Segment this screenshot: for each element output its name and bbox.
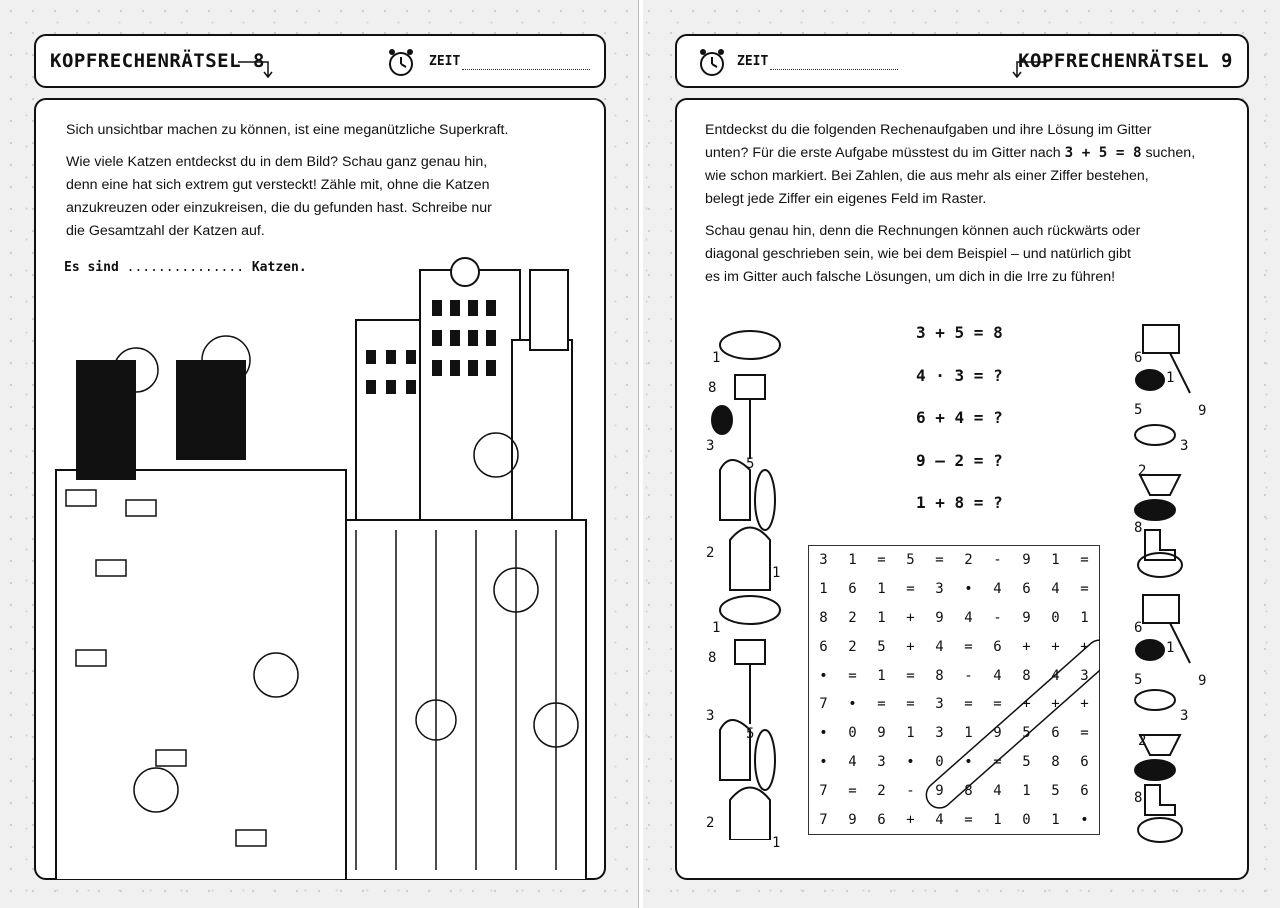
grid-cell[interactable]: 2	[964, 552, 973, 569]
grid-cell[interactable]: +	[906, 638, 915, 655]
grid-cell[interactable]: 4	[964, 609, 973, 626]
grid-cell[interactable]: 3	[935, 725, 944, 742]
instruction-line: Wie viele Katzen entdeckst du in dem Bild? Schau ganz genau hin,	[66, 154, 488, 170]
grid-cell[interactable]: 5	[1022, 725, 1031, 742]
grid-cell[interactable]: 1	[848, 552, 857, 569]
grid-cell[interactable]: 7	[819, 811, 828, 828]
grid-cell[interactable]: 9	[1022, 552, 1031, 569]
grid-cell[interactable]: •	[848, 696, 857, 713]
right-header	[675, 34, 1249, 88]
grid-cell[interactable]: 9	[848, 811, 857, 828]
grid-cell[interactable]: 6	[1080, 753, 1089, 770]
grid-cell[interactable]: 2	[848, 609, 857, 626]
grid-cell[interactable]: 1	[964, 725, 973, 742]
grid-cell[interactable]: 6	[848, 581, 857, 598]
grid-cell[interactable]: 5	[906, 552, 915, 569]
grid-cell[interactable]: =	[1080, 581, 1089, 598]
grid-cell[interactable]: +	[906, 609, 915, 626]
grid-cell[interactable]: 3	[935, 696, 944, 713]
grid-cell[interactable]: =	[906, 667, 915, 684]
grid-cell[interactable]: 6	[819, 638, 828, 655]
grid-cell[interactable]: 1	[1051, 552, 1060, 569]
grid-cell[interactable]: 8	[819, 609, 828, 626]
grid-cell[interactable]: 2	[848, 638, 857, 655]
grid-cell[interactable]: 6	[877, 811, 886, 828]
grid-cell[interactable]: =	[1080, 552, 1089, 569]
equation: 9 – 2 = ?	[916, 451, 1003, 470]
time-label: ZEIT	[737, 54, 769, 69]
grid-cell[interactable]: 4	[993, 782, 1002, 799]
grid-cell[interactable]: 0	[1051, 609, 1060, 626]
grid-cell[interactable]: 9	[935, 782, 944, 799]
grid-cell[interactable]: =	[993, 696, 1002, 713]
grid-cell[interactable]: 4	[848, 753, 857, 770]
grid-cell[interactable]: 1	[993, 811, 1002, 828]
grid-cell[interactable]: •	[1080, 811, 1089, 828]
grid-cell[interactable]: =	[848, 782, 857, 799]
grid-cell[interactable]: 6	[1022, 581, 1031, 598]
grid-cell[interactable]: 0	[935, 753, 944, 770]
paragraph-line: belegt jede Ziffer ein eigenes Feld im Raster.	[705, 191, 987, 207]
equation: 6 + 4 = ?	[916, 408, 1003, 427]
answer-prefix: Es sind	[64, 260, 119, 275]
left-title: KOPFRECHENRÄTSEL 8	[50, 50, 265, 72]
grid-cell[interactable]: =	[877, 696, 886, 713]
paragraph-line: wie schon markiert. Bei Zahlen, die aus mehr als einer Ziffer bestehen,	[705, 168, 1149, 184]
grid-cell[interactable]: =	[1080, 725, 1089, 742]
grid-cell[interactable]: 6	[993, 638, 1002, 655]
grid-cell[interactable]: 6	[1080, 782, 1089, 799]
time-field[interactable]	[770, 69, 898, 70]
equation: 1 + 8 = ?	[916, 493, 1003, 512]
grid-cell[interactable]: •	[906, 753, 915, 770]
grid-cell[interactable]: 1	[1080, 609, 1089, 626]
page-gutter	[638, 0, 643, 908]
grid-cell[interactable]: =	[964, 811, 973, 828]
arrow-down-right-icon	[236, 56, 276, 80]
grid-cell[interactable]: 5	[1022, 753, 1031, 770]
alarm-clock-icon	[697, 46, 727, 78]
grid-cell[interactable]: 9	[993, 725, 1002, 742]
superhero-items-border-right	[1125, 315, 1225, 845]
intro-text: Sich unsichtbar machen zu können, ist eine meganützliche Superkraft.	[66, 122, 509, 138]
time-label: ZEIT	[429, 54, 461, 69]
grid-cell[interactable]: •	[964, 753, 973, 770]
grid-cell[interactable]: 7	[819, 782, 828, 799]
grid-cell[interactable]: 2	[877, 782, 886, 799]
instruction-line: die Gesamtzahl der Katzen auf.	[66, 223, 265, 239]
grid-cell[interactable]: 1	[819, 581, 828, 598]
grid-cell[interactable]: 4	[993, 581, 1002, 598]
grid-cell[interactable]: 1	[1022, 782, 1031, 799]
grid-cell[interactable]: =	[993, 753, 1002, 770]
paragraph-line: diagonal geschrieben sein, wie bei dem Beispiel – und natürlich gibt	[705, 246, 1131, 262]
grid-cell[interactable]: •	[819, 725, 828, 742]
grid-cell[interactable]: =	[964, 638, 973, 655]
grid-cell[interactable]: 3	[819, 552, 828, 569]
paragraph-line: es im Gitter auch falsche Lösungen, um dich in die Irre zu führen!	[705, 269, 1116, 285]
grid-cell[interactable]: •	[819, 753, 828, 770]
answer-suffix: Katzen.	[251, 260, 307, 275]
grid-cell[interactable]: -	[964, 667, 973, 684]
equation: 4 · 3 = ?	[916, 366, 1003, 385]
grid-cell[interactable]: 1	[906, 725, 915, 742]
grid-cell[interactable]: 0	[1022, 811, 1031, 828]
time-field[interactable]	[462, 69, 590, 70]
grid-cell[interactable]: 3	[935, 581, 944, 598]
grid-cell[interactable]: =	[935, 552, 944, 569]
superhero-cats-illustration	[36, 230, 604, 880]
equation: 3 + 5 = 8	[916, 323, 1003, 342]
left-content	[34, 98, 606, 880]
grid-cell[interactable]: 4	[1051, 581, 1060, 598]
left-header	[34, 34, 606, 88]
grid-cell[interactable]: 6	[1051, 725, 1060, 742]
grid-cell[interactable]: 8	[1022, 667, 1031, 684]
grid-cell[interactable]: -	[993, 552, 1002, 569]
grid-cell[interactable]: =	[964, 696, 973, 713]
grid-cell[interactable]: 5	[877, 638, 886, 655]
paragraph-line: Schau genau hin, denn die Rechnungen können auch rückwärts oder	[705, 223, 1141, 239]
grid-cell[interactable]: -	[906, 782, 915, 799]
alarm-clock-icon	[386, 46, 416, 78]
grid-cell[interactable]: 1	[877, 581, 886, 598]
grid-cell[interactable]: 8	[935, 667, 944, 684]
grid-cell[interactable]: 8	[1051, 753, 1060, 770]
instruction-line: anzukreuzen oder einzukreisen, die du gefunden hast. Schreibe nur	[66, 200, 492, 216]
grid-cell[interactable]: 1	[877, 609, 886, 626]
grid-cell[interactable]: +	[1051, 638, 1060, 655]
right-title: KOPFRECHENRÄTSEL 9	[1018, 50, 1233, 72]
grid-cell[interactable]: •	[819, 667, 828, 684]
grid-cell[interactable]: 4	[993, 667, 1002, 684]
grid-cell[interactable]: •	[964, 581, 973, 598]
example-solution-highlight	[808, 545, 1100, 835]
grid-cell[interactable]: 4	[935, 811, 944, 828]
grid-cell[interactable]: +	[1080, 638, 1089, 655]
grid-cell[interactable]: =	[848, 667, 857, 684]
grid-cell[interactable]: -	[993, 609, 1002, 626]
example-equation: 3 + 5 = 8	[1064, 145, 1142, 161]
grid-cell[interactable]: +	[1051, 696, 1060, 713]
grid-cell[interactable]: 3	[1080, 667, 1089, 684]
grid-cell[interactable]: 1	[1051, 811, 1060, 828]
grid-cell[interactable]: =	[906, 581, 915, 598]
answer-blank[interactable]: ...............	[126, 260, 245, 275]
grid-cell[interactable]: +	[1022, 696, 1031, 713]
paragraph-line: unten? Für die erste Aufgabe müsstest du im Gitter nach 3 + 5 = 8 suchen,	[705, 145, 1196, 161]
grid-cell[interactable]: =	[906, 696, 915, 713]
grid-cell[interactable]: 9	[877, 725, 886, 742]
grid-cell[interactable]: +	[1080, 696, 1089, 713]
grid-cell[interactable]: 1	[877, 667, 886, 684]
grid-cell[interactable]: =	[877, 552, 886, 569]
grid-cell[interactable]: 4	[1051, 667, 1060, 684]
instruction-line: denn eine hat sich extrem gut versteckt! Zähle mit, ohne die Katzen	[66, 177, 490, 193]
grid-cell[interactable]: 8	[964, 782, 973, 799]
grid-cell[interactable]: 5	[1051, 782, 1060, 799]
grid-cell[interactable]: 0	[848, 725, 857, 742]
grid-cell[interactable]: 4	[935, 638, 944, 655]
grid-cell[interactable]: 9	[1022, 609, 1031, 626]
grid-cell[interactable]: +	[906, 811, 915, 828]
grid-cell[interactable]: 3	[877, 753, 886, 770]
paragraph-line: Entdeckst du die folgenden Rechenaufgaben und ihre Lösung im Gitter	[705, 122, 1152, 138]
grid-cell[interactable]: 9	[935, 609, 944, 626]
grid-cell[interactable]: +	[1022, 638, 1031, 655]
grid-cell[interactable]: 7	[819, 696, 828, 713]
